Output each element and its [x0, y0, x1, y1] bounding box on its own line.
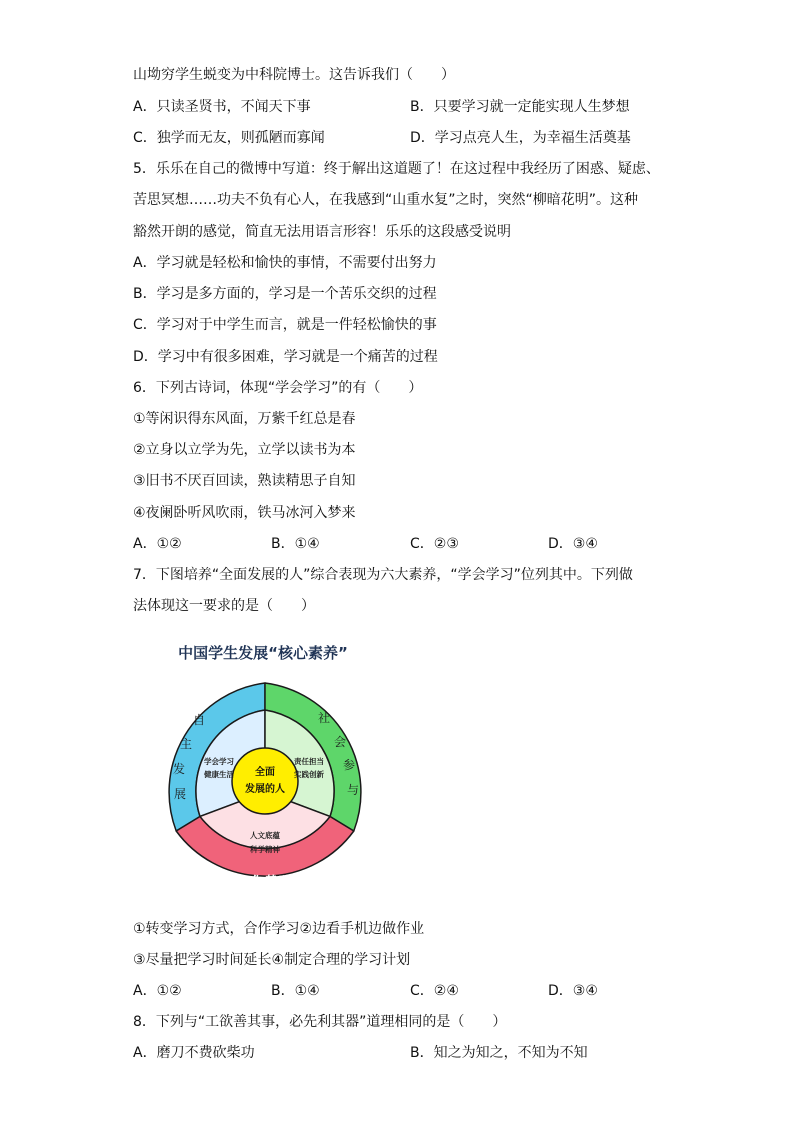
- q6-item-2: ②立身以立学为先，立学以读书为本: [133, 442, 356, 458]
- center-label-line-1: 全面: [255, 767, 275, 778]
- right-inner-label-1: 责任担当: [294, 757, 324, 766]
- left-outer-char-3: 发: [172, 762, 186, 776]
- q6-option-c[interactable]: C．②③: [410, 536, 459, 552]
- q4-option-a[interactable]: A．只读圣贤书，不闻天下事: [133, 99, 311, 115]
- q7-stem-line-2: 法体现这一要求的是（ ）: [133, 598, 315, 614]
- right-outer-char-4: 与: [346, 783, 360, 797]
- right-inner-label-2: 实践创新: [294, 770, 324, 779]
- q8-option-a[interactable]: A．磨刀不费砍柴功: [133, 1045, 255, 1061]
- left-outer-char-1: 自: [192, 713, 206, 727]
- q6-item-3: ③旧书不厌百回读，熟读精思子自知: [133, 473, 356, 489]
- q4-option-b[interactable]: B．只要学习就一定能实现人生梦想: [410, 99, 630, 115]
- q7-option-d[interactable]: D．③④: [548, 983, 598, 999]
- bottom-outer-label: 文化基础: [236, 874, 294, 888]
- q6-option-b[interactable]: B．①④: [271, 536, 320, 552]
- q5-option-d[interactable]: D．学习中有很多困难，学习就是一个痛苦的过程: [133, 349, 438, 365]
- q7-option-a[interactable]: A．①②: [133, 983, 182, 999]
- q6-option-d[interactable]: D．③④: [548, 536, 598, 552]
- q7-option-b[interactable]: B．①④: [271, 983, 320, 999]
- q6-item-4: ④夜阑卧听风吹雨，铁马冰河入梦来: [133, 505, 356, 521]
- right-outer-char-2: 会: [333, 735, 347, 749]
- q7-option-c[interactable]: C．②④: [410, 983, 459, 999]
- q5-stem-line-1: 5．乐乐在自己的微博中写道：终于解出这道题了！在这过程中我经历了困惑、疑虑、: [133, 161, 660, 177]
- bottom-inner-label-1: 人文底蕴: [250, 831, 280, 840]
- q6-option-a[interactable]: A．①②: [133, 536, 182, 552]
- right-outer-char-3: 参: [342, 758, 356, 772]
- q5-option-c[interactable]: C．学习对于中学生而言，就是一件轻松愉快的事: [133, 317, 437, 333]
- left-outer-char-4: 展: [173, 787, 187, 801]
- left-inner-label-2: 健康生活: [204, 770, 234, 779]
- q5-stem-line-3: 豁然开朗的感觉，简直无法用语言形容！乐乐的这段感受说明: [133, 224, 511, 240]
- q6-stem: 6．下列古诗词，体现“学会学习”的有（ ）: [133, 380, 423, 396]
- left-outer-char-2: 主: [179, 737, 193, 751]
- q4-stem: 山坳穷学生蜕变为中科院博士。这告诉我们（ ）: [133, 67, 455, 83]
- center-label-line-2: 发展的人: [245, 784, 285, 795]
- q6-item-1: ①等闲识得东风面，万紫千红总是春: [133, 411, 356, 427]
- q5-option-a[interactable]: A．学习就是轻松和愉快的事情，不需要付出努力: [133, 255, 437, 271]
- q4-option-d[interactable]: D．学习点亮人生，为幸福生活奠基: [410, 130, 631, 146]
- right-outer-char-1: 社: [317, 711, 331, 725]
- q8-option-b[interactable]: B．知之为知之，不知为不知: [410, 1045, 588, 1061]
- left-inner-label-1: 学会学习: [204, 757, 234, 766]
- q8-stem: 8．下列与“工欲善其事，必先利其器”道理相同的是（ ）: [133, 1014, 507, 1030]
- bottom-inner-label-2: 科学精神: [250, 845, 280, 854]
- q7-stem-line-1: 7．下图培养“全面发展的人”综合表现为六大素养，“学会学习”位列其中。下列做: [133, 567, 633, 583]
- core-competencies-diagram: [168, 636, 378, 901]
- center-circle: [232, 748, 298, 814]
- q4-option-c[interactable]: C．独学而无友，则孤陋而寡闻: [133, 130, 325, 146]
- q5-option-b[interactable]: B．学习是多方面的，学习是一个苦乐交织的过程: [133, 286, 437, 302]
- q7-item-line-2: ③尽量把学习时间延长④制定合理的学习计划: [133, 952, 411, 968]
- q5-stem-line-2: 苦思冥想……功夫不负有心人，在我感到“山重水复”之时，突然“柳暗花明”。这种: [133, 192, 639, 208]
- diagram-title: 中国学生发展“核心素养”: [178, 644, 348, 662]
- q7-item-line-1: ①转变学习方式，合作学习②边看手机边做作业: [133, 921, 425, 937]
